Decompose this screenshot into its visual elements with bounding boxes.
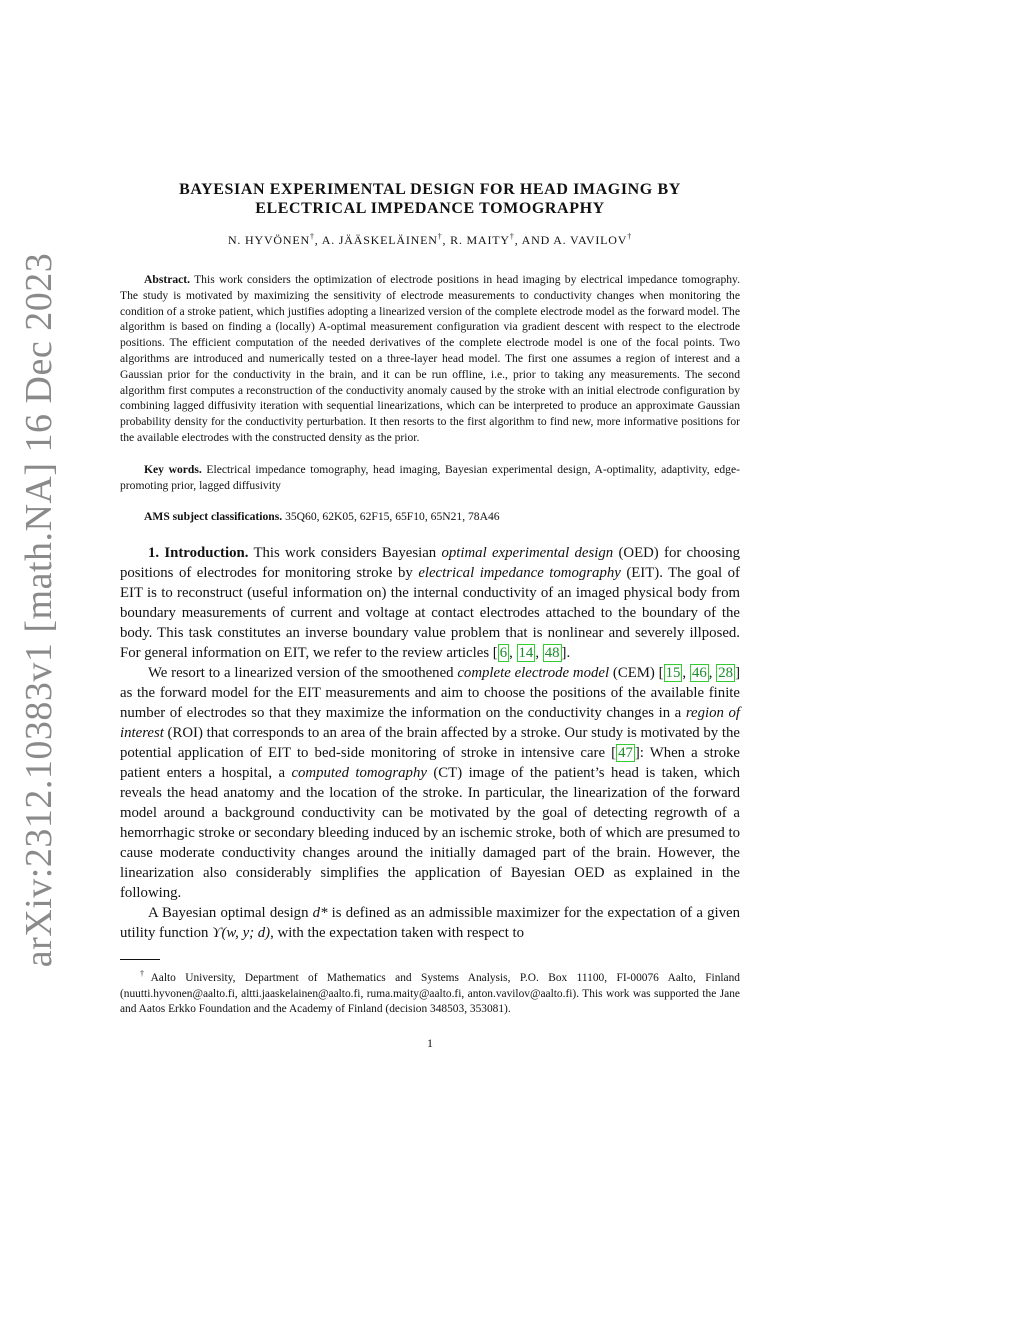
- intro-paragraph-3: [120, 903, 740, 943]
- text-run: , with the expectation taken with respect to: [270, 925, 525, 942]
- text-run: This work considers Bayesian: [253, 545, 442, 562]
- intro-paragraph-1: 1. Introduction. This work considers Bayesian optimal experimental design (OED) for choosing positions of electrodes for monitoring stroke by electrical impedance tomography (EIT). The goal of EIT is to reconstruct (useful information on) the internal conductivity of an imaged physical body from boundary measurements of current and voltage at contact electrodes attached to the boundary of the body. This task constitutes an inverse boundary value problem that is nonlinear and severely illposed. For general information on EIT, we refer to the review articles [ 6 , 14 , 48 ].: [120, 545, 740, 662]
- footnote-mark: †: [140, 969, 151, 979]
- paper-page: [120, 180, 740, 1051]
- introduction-section: [120, 543, 740, 943]
- text-run: is defined as an admissible maximizer for the expectation of a given utility function: [120, 905, 740, 942]
- footnote-divider: [120, 959, 160, 960]
- ams-codes: 35Q60, 62K05, 62F15, 65F10, 65N21, 78A46: [285, 510, 500, 524]
- citation-link[interactable]: 47: [618, 745, 633, 762]
- abstract-label: Abstract.: [144, 273, 191, 286]
- affiliation-mark: †: [437, 232, 443, 241]
- keywords: [120, 462, 740, 494]
- title-line-1: BAYESIAN EXPERIMENTAL DESIGN FOR HEAD IMAGING BY: [179, 181, 681, 198]
- text-run: ] as the forward model for the EIT measurements and aim to choose the positions of the available finite number of electrodes so that they maximize the information on the conductivity changes in a: [120, 665, 740, 722]
- footnote: [120, 966, 740, 1018]
- math-utility: ϒ(w, y; d): [212, 925, 271, 942]
- term-oed: optimal experimental design: [441, 545, 614, 562]
- text-run: ]: When a stroke patient enters a hospital, a: [120, 745, 740, 782]
- arxiv-identifier: arXiv:2312.10383v1 [math.NA] 16 Dec 2023: [18, 252, 60, 968]
- section-heading: 1. Introduction.: [148, 545, 249, 562]
- author-3: R. MAITY: [450, 233, 510, 247]
- term-eit: electrical impedance tomography: [418, 565, 621, 582]
- author-1: N. HYVÖNEN: [227, 233, 310, 247]
- text-run: We resort to a linearized version of the smoothened: [148, 665, 458, 682]
- ams-label: AMS subject classifications.: [144, 510, 283, 524]
- text-run: (EIT). The goal of EIT is to reconstruct (useful information on) the internal conductivity of an imaged physical body from boundary measurements of current and voltage at contact electrodes attached to the boundary of the body. This task constitutes an inverse boundary value problem that is nonlinear and severely illposed. For general information on EIT, we refer to the review articles [: [120, 565, 740, 662]
- text-run: (CT) image of the patient’s head is taken, which reveals the head anatomy and the location of the stroke. In particular, the linearization of the forward model around a background conductivity can be motivated by the goal of detecting regrowth of a hemorrhagic stroke or secondary bleeding induced by an ischemic stroke, both of which are presumed to cause moderate conductivity changes around the initially damaged part of the brain. However, the linearization also considerably simplifies the application of Bayesian OED as explained in the following.: [120, 765, 740, 902]
- citation-link[interactable]: 46: [691, 665, 707, 682]
- citation-link[interactable]: 28: [718, 665, 734, 682]
- author-2: A. JÄÄSKELÄINEN: [321, 233, 438, 247]
- intro-paragraph-2: We resort to a linearized version of the smoothened complete electrode model (CEM) [ 15 , 46 , 28 ] as the forward model for the EIT measurements and aim to choose the positions of the available finite number of electrodes so that they maximize the information on the conductivity changes in a region of interest (ROI) that corresponds to an area of the brain affected by a stroke. Our study is motivated by the potential application of EIT to bed-side monitoring of stroke in intensive care [ 47 ]: When a stroke patient enters a hospital, a computed tomography (CT) image of the patient’s head is taken, which reveals the head anatomy and the location of the stroke. In particular, the linearization of the forward model around a background conductivity can be motivated by the goal of detecting regrowth of a hemorrhagic stroke or secondary bleeding induced by an ischemic stroke, both of which are presumed to cause moderate conductivity changes around the initially damaged part of the brain. However, the linearization also considerably simplifies the application of Bayesian OED as explained in the following.: [120, 665, 740, 902]
- text-run: (CEM) [: [609, 665, 664, 682]
- page-number: 1: [427, 1035, 433, 1050]
- author-list: N. HYVÖNEN†, A. JÄÄSKELÄINEN†, R. MAITY†, AND A. VAVILOV†: [227, 232, 633, 247]
- affiliation-mark: †: [309, 232, 315, 241]
- abstract-text: This work considers the optimization of electrode positions in head imaging by electrical impedance tomography. The study is motivated by maximizing the sensitivity of electrode measurements to conductivity changes when monitoring the condition of a stroke patient, which justifies adopting a linearized version of the complete electrode model as the forward model. The algorithm is based on finding a (locally) A-optimal measurement configuration via gradient descent with respect to the electrode positions. The efficient computation of the needed derivatives of the complete electrode model is one of the focal points. Two algorithms are introduced and numerically tested on a three-layer head model. The first one assumes a region of interest and a Gaussian prior for the conductivity in the brain, and it can be run offline, i.e., prior to taking any measurements. The second algorithm first computes a reconstruction of the conductivity anomaly caused by the stroke with an initial electrode configuration by combining lagged diffusivity iteration with sequential linearizations, which can be interpreted to produce an approximate Gaussian probability density for the conductivity perturbation. It then resorts to the first algorithm to find new, more informative positions for the available electrodes with the constructed density as the prior.: [120, 273, 740, 444]
- title-line-2: ELECTRICAL IMPEDANCE TOMOGRAPHY: [255, 200, 605, 217]
- citation-link[interactable]: 15: [665, 665, 681, 682]
- citation-link[interactable]: 6: [499, 645, 508, 662]
- author-4: A. VAVILOV: [553, 233, 628, 247]
- term-ct: computed tomography: [291, 765, 427, 782]
- term-roi: region of interest: [120, 705, 740, 742]
- abstract: [120, 272, 740, 446]
- footnote-text: Aalto University, Department of Mathematics and Systems Analysis, P.O. Box 11100, FI-00076 Aalto, Finland (nuutti.hyvonen@aalto.fi, altti.jaaskelainen@aalto.fi, ruma.maity@aalto.fi, anton.vavilov@aalto.fi). This work was supported the Jane and Aatos Erkko Foundation and the Academy of Finland (decision 348503, 353081).: [120, 971, 741, 1016]
- citation-link[interactable]: 14: [518, 645, 534, 662]
- paper-title: [120, 180, 740, 218]
- text-run: ].: [561, 645, 571, 662]
- author-conjunction: AND: [521, 233, 551, 247]
- keywords-label: Key words.: [144, 462, 202, 476]
- keywords-text: Electrical impedance tomography, head imaging, Bayesian experimental design, A-optimality, adaptivity, edge-promoting prior, lagged diffusivity: [120, 462, 740, 492]
- math-design: d*: [312, 905, 328, 922]
- ams-classifications: [120, 509, 740, 525]
- text-run: A Bayesian optimal design: [148, 905, 313, 922]
- text-run: (OED) for choosing positions of electrodes for monitoring stroke by: [120, 545, 740, 582]
- affiliation-mark: †: [509, 232, 515, 241]
- arxiv-stamp: [10, 240, 68, 980]
- citation-link[interactable]: 48: [544, 645, 560, 662]
- term-cem: complete electrode model: [457, 665, 610, 682]
- text-run: (ROI) that corresponds to an area of the brain affected by a stroke. Our study is motivated by the potential application of EIT to bed-side monitoring of stroke in intensive care [: [120, 725, 740, 762]
- affiliation-mark: †: [627, 232, 633, 241]
